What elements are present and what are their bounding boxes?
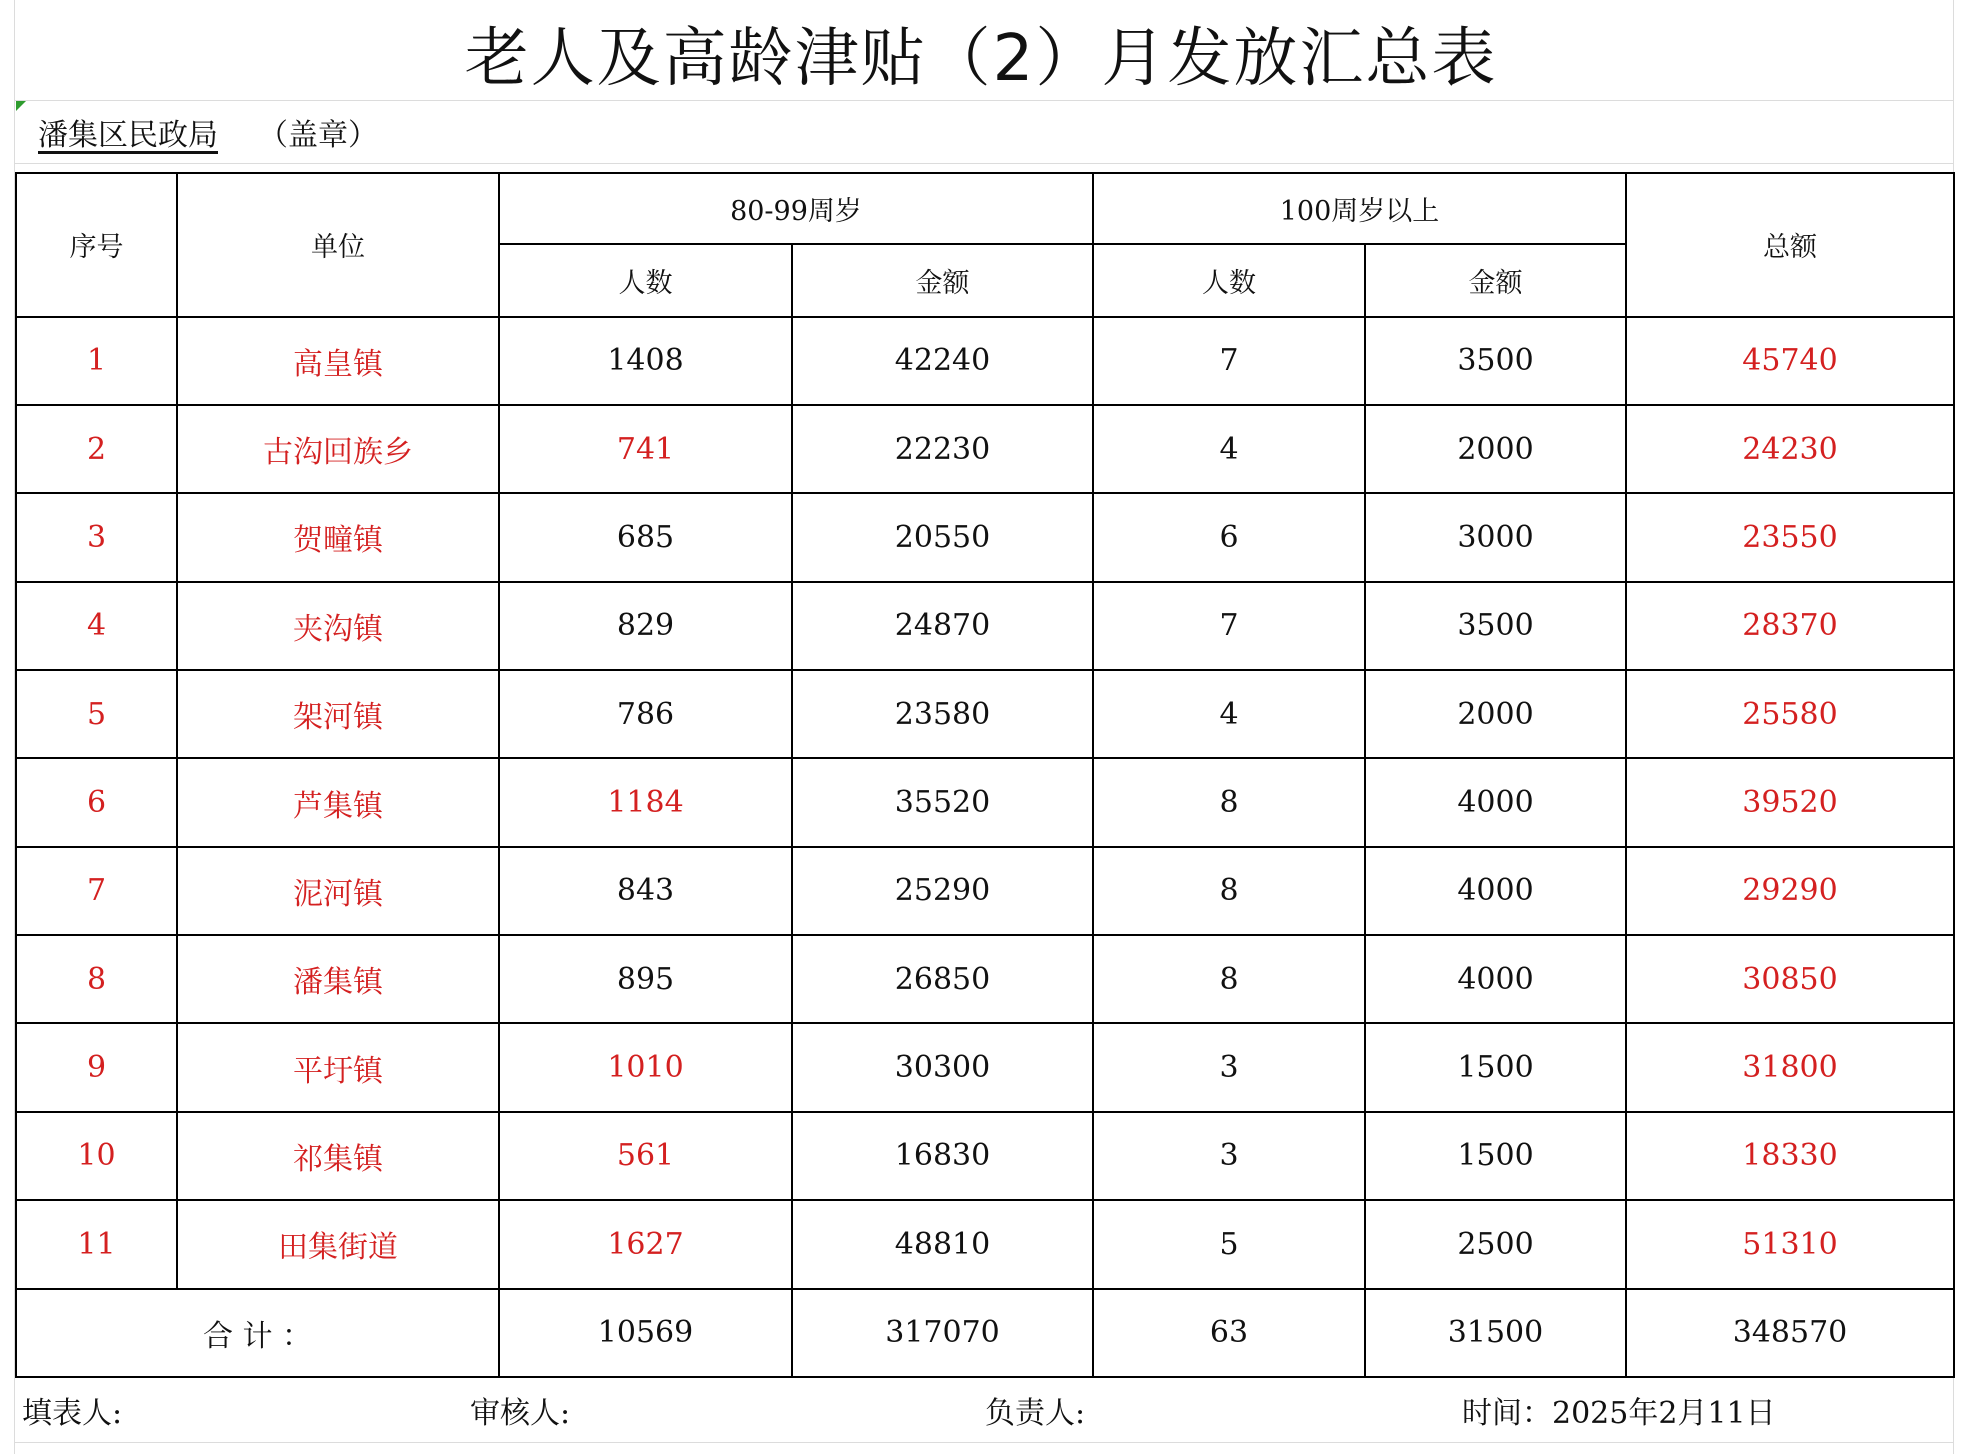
totals-c80: 10569 xyxy=(499,1289,792,1377)
row-amount-80: 25290 xyxy=(792,847,1093,935)
row-count-80: 1010 xyxy=(499,1023,792,1111)
header-unit: 单位 xyxy=(177,173,499,317)
row-count-80: 561 xyxy=(499,1112,792,1200)
header-amount-100: 金额 xyxy=(1365,244,1626,316)
row-amount-100: 4000 xyxy=(1365,847,1626,935)
row-amount-80: 48810 xyxy=(792,1200,1093,1288)
row-unit: 平圩镇 xyxy=(177,1023,499,1111)
header-100-plus: 100周岁以上 xyxy=(1093,173,1626,244)
row-index: 7 xyxy=(16,847,177,935)
responsible-label: 负责人: xyxy=(985,1396,1086,1431)
allowance-table xyxy=(15,172,1955,1378)
row-amount-100: 2500 xyxy=(1365,1200,1626,1288)
row-index: 1 xyxy=(16,317,177,405)
row-unit: 田集街道 xyxy=(177,1200,499,1288)
header-amount-80: 金额 xyxy=(792,244,1093,316)
table-row xyxy=(16,582,1954,670)
header-80-99: 80-99周岁 xyxy=(499,173,1093,244)
row-amount-80: 26850 xyxy=(792,935,1093,1023)
row-amount-100: 2000 xyxy=(1365,670,1626,758)
row-total: 28370 xyxy=(1626,582,1954,670)
table-row xyxy=(16,847,1954,935)
row-unit: 贺疃镇 xyxy=(177,493,499,581)
row-amount-100: 3500 xyxy=(1365,317,1626,405)
gridline xyxy=(14,1442,1954,1443)
totals-label: 合 计 ： xyxy=(16,1289,499,1377)
org-line xyxy=(20,112,378,160)
row-unit: 高皇镇 xyxy=(177,317,499,405)
row-count-100: 7 xyxy=(1093,582,1365,670)
row-count-80: 786 xyxy=(499,670,792,758)
row-amount-100: 3000 xyxy=(1365,493,1626,581)
row-amount-80: 30300 xyxy=(792,1023,1093,1111)
row-amount-100: 3500 xyxy=(1365,582,1626,670)
row-count-100: 8 xyxy=(1093,847,1365,935)
row-amount-80: 35520 xyxy=(792,758,1093,846)
row-count-100: 8 xyxy=(1093,935,1365,1023)
row-index: 4 xyxy=(16,582,177,670)
row-index: 6 xyxy=(16,758,177,846)
row-index: 9 xyxy=(16,1023,177,1111)
row-amount-100: 4000 xyxy=(1365,758,1626,846)
table-row xyxy=(16,670,1954,758)
header-index: 序号 xyxy=(16,173,177,317)
row-total: 23550 xyxy=(1626,493,1954,581)
table-row xyxy=(16,1023,1954,1111)
row-total: 45740 xyxy=(1626,317,1954,405)
totals-a80: 317070 xyxy=(792,1289,1093,1377)
org-name: 潘集区民政局 xyxy=(38,118,218,153)
row-unit: 架河镇 xyxy=(177,670,499,758)
row-amount-100: 1500 xyxy=(1365,1112,1626,1200)
row-unit: 古沟回族乡 xyxy=(177,405,499,493)
row-index: 2 xyxy=(16,405,177,493)
row-count-100: 6 xyxy=(1093,493,1365,581)
row-amount-100: 2000 xyxy=(1365,405,1626,493)
row-amount-80: 22230 xyxy=(792,405,1093,493)
row-index: 3 xyxy=(16,493,177,581)
totals-a100: 31500 xyxy=(1365,1289,1626,1377)
row-count-80: 1627 xyxy=(499,1200,792,1288)
row-count-100: 4 xyxy=(1093,670,1365,758)
row-unit: 泥河镇 xyxy=(177,847,499,935)
row-total: 51310 xyxy=(1626,1200,1954,1288)
date-label: 时间：2025年2月11日 xyxy=(1462,1396,1776,1431)
row-count-80: 829 xyxy=(499,582,792,670)
gridline xyxy=(14,163,1954,164)
row-count-80: 685 xyxy=(499,493,792,581)
row-count-80: 895 xyxy=(499,935,792,1023)
table-row xyxy=(16,1200,1954,1288)
gridline xyxy=(14,100,1954,101)
row-unit: 潘集镇 xyxy=(177,935,499,1023)
row-amount-100: 1500 xyxy=(1365,1023,1626,1111)
row-count-80: 741 xyxy=(499,405,792,493)
header-total: 总额 xyxy=(1626,173,1954,317)
row-amount-100: 4000 xyxy=(1365,935,1626,1023)
totals-c100: 63 xyxy=(1093,1289,1365,1377)
row-unit: 夹沟镇 xyxy=(177,582,499,670)
row-count-80: 1408 xyxy=(499,317,792,405)
table-row xyxy=(16,317,1954,405)
row-count-100: 3 xyxy=(1093,1112,1365,1200)
row-count-100: 3 xyxy=(1093,1023,1365,1111)
row-index: 11 xyxy=(16,1200,177,1288)
table-row xyxy=(16,935,1954,1023)
reviewer-label: 审核人: xyxy=(470,1396,571,1431)
row-total: 30850 xyxy=(1626,935,1954,1023)
row-total: 39520 xyxy=(1626,758,1954,846)
header-count-100: 人数 xyxy=(1093,244,1365,316)
row-index: 5 xyxy=(16,670,177,758)
row-count-80: 843 xyxy=(499,847,792,935)
row-amount-80: 16830 xyxy=(792,1112,1093,1200)
table-row xyxy=(16,758,1954,846)
totals-total: 348570 xyxy=(1626,1289,1954,1377)
row-total: 25580 xyxy=(1626,670,1954,758)
row-total: 31800 xyxy=(1626,1023,1954,1111)
row-total: 29290 xyxy=(1626,847,1954,935)
row-count-100: 5 xyxy=(1093,1200,1365,1288)
totals-row xyxy=(16,1289,1954,1377)
header-count-80: 人数 xyxy=(499,244,792,316)
row-amount-80: 23580 xyxy=(792,670,1093,758)
filler-label: 填表人: xyxy=(22,1396,123,1431)
row-total: 18330 xyxy=(1626,1112,1954,1200)
row-count-100: 7 xyxy=(1093,317,1365,405)
row-amount-80: 42240 xyxy=(792,317,1093,405)
cell-marker xyxy=(16,101,26,111)
row-amount-80: 20550 xyxy=(792,493,1093,581)
row-count-100: 8 xyxy=(1093,758,1365,846)
row-unit: 祁集镇 xyxy=(177,1112,499,1200)
table-row xyxy=(16,405,1954,493)
row-count-80: 1184 xyxy=(499,758,792,846)
row-index: 10 xyxy=(16,1112,177,1200)
row-amount-80: 24870 xyxy=(792,582,1093,670)
row-total: 24230 xyxy=(1626,405,1954,493)
row-unit: 芦集镇 xyxy=(177,758,499,846)
seal-note: （盖章） xyxy=(258,118,378,153)
table-row xyxy=(16,493,1954,581)
page-title: 老人及高龄津贴（2）月发放汇总表 xyxy=(464,22,1498,96)
row-count-100: 4 xyxy=(1093,405,1365,493)
table-row xyxy=(16,1112,1954,1200)
row-index: 8 xyxy=(16,935,177,1023)
